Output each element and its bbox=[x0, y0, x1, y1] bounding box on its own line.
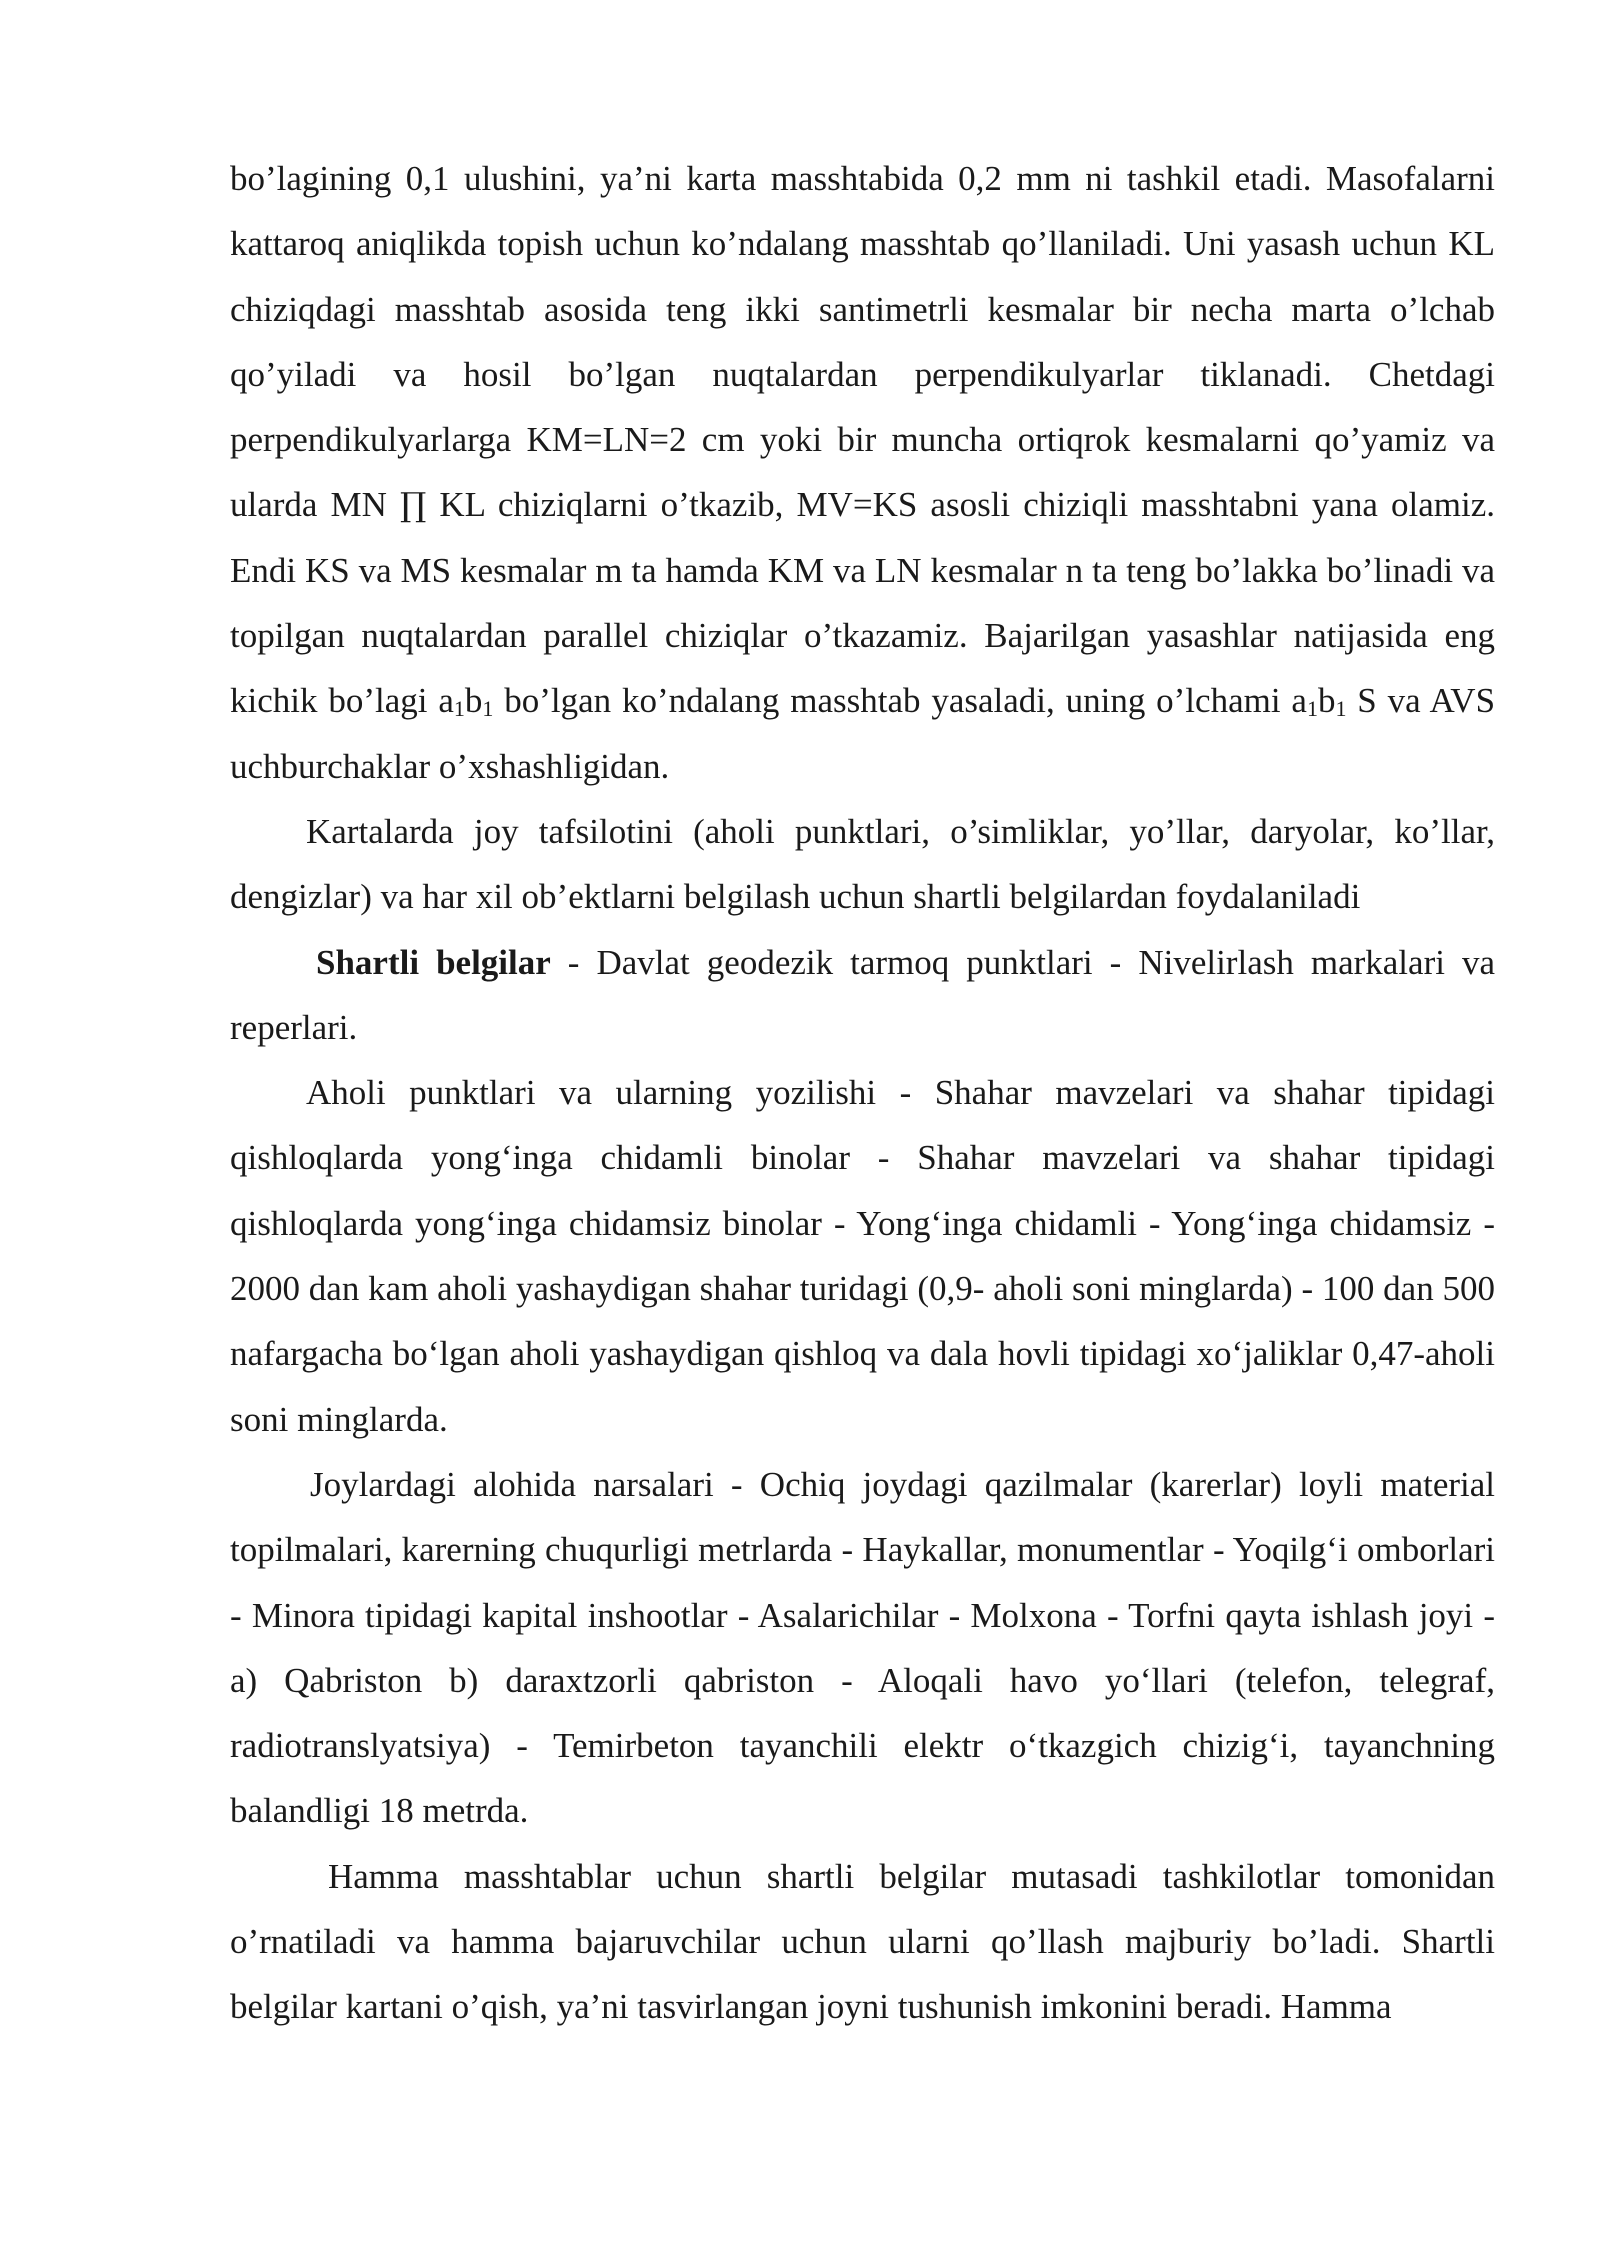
paragraph-text: S va AVS uchburchaklar o’xshashligidan. bbox=[230, 681, 1496, 786]
paragraph-local-objects: Joylardagi alohida narsalari - Ochiq joydagi qazilmalar (karerlar) loyli material topilmalari, karerning chuqurligi metrlarda - Haykallar, monumentlar - Yoqilg‘i omborlari - Minora tipidagi kapital inshootlar - Asalarichilar - Molxona - Torfni qayta ishlash joyi - a) Qabriston b) daraxtzorli qabriston - Aloqali havo yo‘llari (telefon, telegraf, radiotranslyatsiya) - Temirbeton tayanchili elektr o‘tkazgich chizig‘i, tayanchning balandligi 18 metrda. bbox=[230, 1464, 1495, 1831]
product-symbol: ∏ bbox=[400, 485, 427, 525]
paragraph-map-details: Kartalarda joy tafsilotini (aholi punktlari, o’simliklar, yo’llar, daryolar, ko’llar, dengizlar) va har xil ob’ektlarni belgilash uchun shartli belgilardan foydalaniladi bbox=[230, 811, 1495, 917]
paragraph-transverse-scale bbox=[230, 146, 1495, 799]
paragraph-text: bo’lagining 0,1 ulushini, ya’ni karta masshtabida 0,2 mm ni tashkil etadi. Masofalarni kattaroq aniqlikda topish uchun ko’ndalang masshtab qo’llaniladi. Uni yasash uchun KL chiziqdagi masshtab asosida teng ikki santimetrli kesmalar bir necha marta o’lchab qo’yiladi va hosil bo’lgan nuqtalardan perpendikulyarlar tiklanadi. Chetdagi perpendikulyarlarga KM=LN=2 cm yoki bir muncha ortiqrok kesmalarni qo’yamiz va ularda MN bbox=[230, 159, 1495, 525]
a1b1-term: $a_1b_1$ bbox=[1291, 681, 1347, 722]
bold-term: Shartli belgilar bbox=[316, 942, 551, 982]
document-page bbox=[230, 146, 1495, 2040]
paragraph-conventional-signs: Shartli belgilar - Davlat geodezik tarmoq punktlari - Nivelirlash markalari va reperlari. bbox=[230, 942, 1495, 1047]
paragraph-text: KL chiziqlarni o’tkazib, MV=KS asosli chiziqli masshtabni yana olamiz. Endi KS va MS kesmalar m ta hamda KM va LN kesmalar n ta teng bo’lakka bo’linadi va topilgan nuqtalardan parallel chiziqlar o’tkazamiz. Bajarilgan yasashlar natijasida eng kichik bo’lagi bbox=[230, 485, 1495, 721]
paragraph-text: bo’lgan ko’ndalang masshtab yasaladi, uning o’lchami bbox=[504, 681, 1281, 721]
paragraph-settlements: Aholi punktlari va ularning yozilishi - Shahar mavzelari va shahar tipidagi qishloqlarda yong‘inga chidamli binolar - Shahar mavzelari va shahar tipidagi qishloqlarda yong‘inga chidamsiz binolar - Yong‘inga chidamli - Yong‘inga chidamsiz - 2000 dan kam aholi yashaydigan shahar turidagi (0,9- aholi soni minglarda) - 100 dan 500 nafargacha bo‘lgan aholi yashaydigan qishloq va dala hovli tipidagi xo‘jaliklar 0,47-aholi soni minglarda. bbox=[230, 1073, 1495, 1439]
paragraph-all-scales: Hamma masshtablar uchun shartli belgilar mutasadi tashkilotlar tomonidan o’rnatiladi va hamma bajaruvchilar uchun ularni qo’llash majburiy bo’ladi. Shartli belgilar kartani o’qish, ya’ni tasvirlangan joyni tushunish imkonini beradi. Hamma bbox=[230, 1856, 1495, 2027]
a1b1-term: $a_1b_1$ bbox=[438, 681, 494, 722]
